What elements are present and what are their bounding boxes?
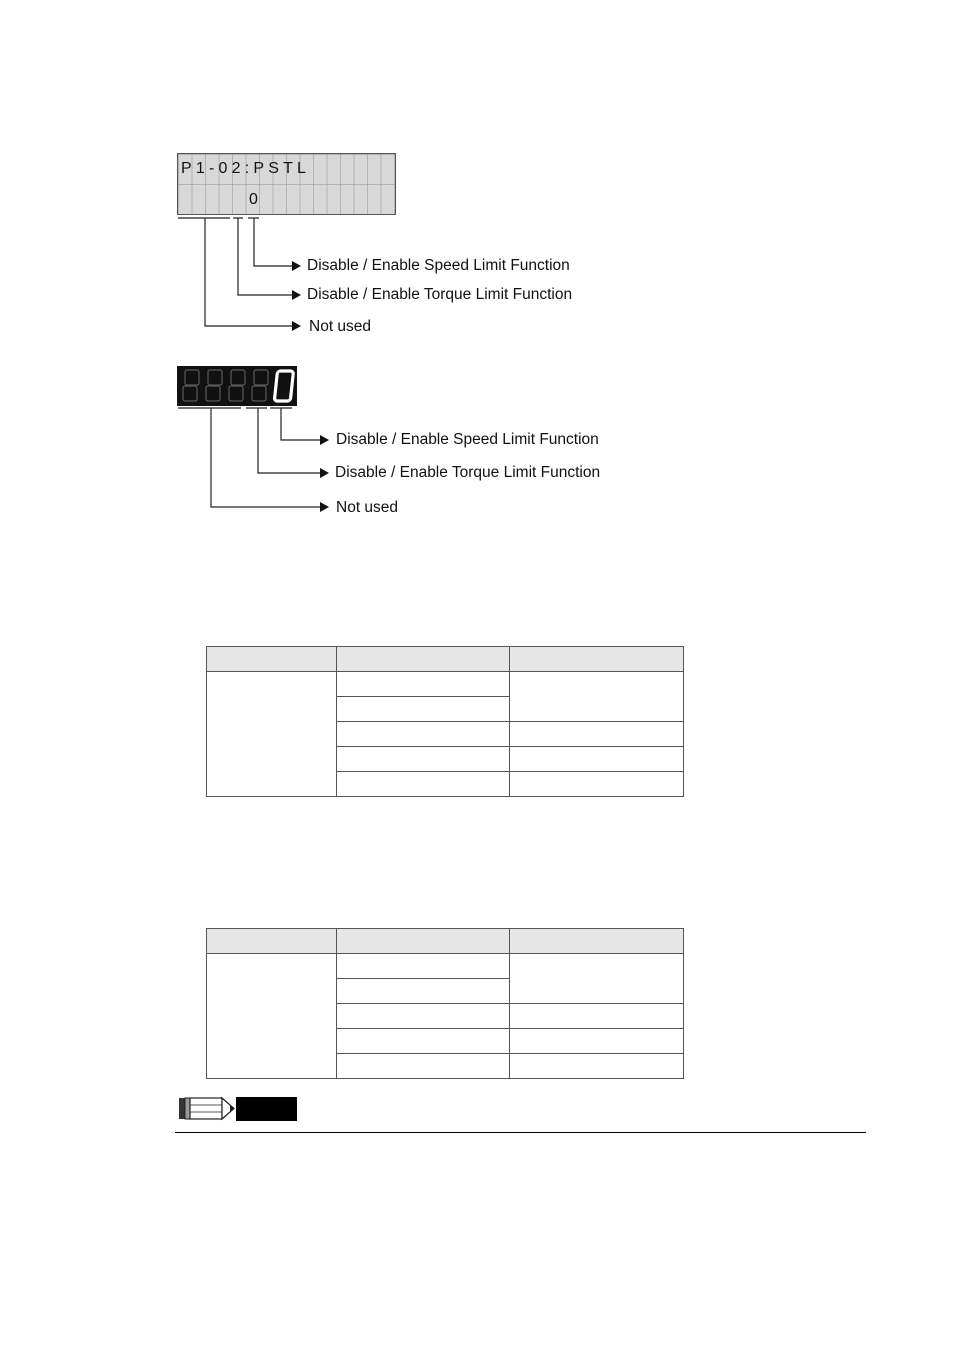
table-cell bbox=[207, 672, 337, 797]
table-cell bbox=[337, 672, 510, 697]
header-cell bbox=[207, 929, 337, 954]
arrow-speed bbox=[292, 261, 301, 271]
table-cell bbox=[510, 1004, 684, 1029]
table-cell bbox=[510, 672, 684, 722]
seg-label-speed-limit: Disable / Enable Speed Limit Function bbox=[336, 431, 599, 448]
lcd-parameter-value: 0 bbox=[249, 191, 263, 208]
table-cell bbox=[337, 1054, 510, 1079]
header-cell bbox=[337, 929, 510, 954]
table-header-row bbox=[207, 647, 684, 672]
pencil-note-icon bbox=[178, 1096, 236, 1122]
lcd-label-not-used: Not used bbox=[309, 318, 372, 335]
table-cell bbox=[337, 1029, 510, 1054]
lcd-label-torque-limit: Disable / Enable Torque Limit Function bbox=[307, 286, 573, 303]
table-cell bbox=[207, 954, 337, 1079]
table-cell bbox=[337, 954, 510, 979]
table-cell bbox=[337, 1004, 510, 1029]
table-cell bbox=[337, 747, 510, 772]
table-row bbox=[207, 954, 684, 979]
seven-segment-digits bbox=[177, 366, 297, 406]
arrow-torque bbox=[292, 290, 301, 300]
seg-label-torque-limit: Disable / Enable Torque Limit Function bbox=[335, 464, 601, 481]
table-cell bbox=[510, 722, 684, 747]
table-cell bbox=[337, 979, 510, 1004]
arrow-seg-torque bbox=[320, 468, 329, 478]
arrow-seg-speed bbox=[320, 435, 329, 445]
table-cell bbox=[510, 747, 684, 772]
arrow-seg-unused bbox=[320, 502, 329, 512]
table-row bbox=[207, 672, 684, 697]
note-label-box bbox=[236, 1097, 297, 1121]
table-cell bbox=[510, 954, 684, 1004]
table-header-row bbox=[207, 929, 684, 954]
table-1 bbox=[206, 646, 684, 797]
table-cell bbox=[337, 722, 510, 747]
header-cell bbox=[337, 647, 510, 672]
table-cell bbox=[510, 1054, 684, 1079]
arrow-unused bbox=[292, 321, 301, 331]
lcd-label-speed-limit: Disable / Enable Speed Limit Function bbox=[307, 257, 570, 274]
horizontal-divider bbox=[175, 1132, 866, 1133]
header-cell bbox=[207, 647, 337, 672]
table-cell bbox=[510, 1029, 684, 1054]
table-cell bbox=[510, 772, 684, 797]
lcd-parameter-code: P1-02:PSTL bbox=[181, 160, 311, 177]
table-cell bbox=[337, 772, 510, 797]
header-cell bbox=[510, 929, 684, 954]
header-cell bbox=[510, 647, 684, 672]
table-cell bbox=[337, 697, 510, 722]
table-2 bbox=[206, 928, 684, 1079]
seg-label-not-used: Not used bbox=[336, 499, 399, 516]
seven-segment-display bbox=[177, 366, 297, 406]
